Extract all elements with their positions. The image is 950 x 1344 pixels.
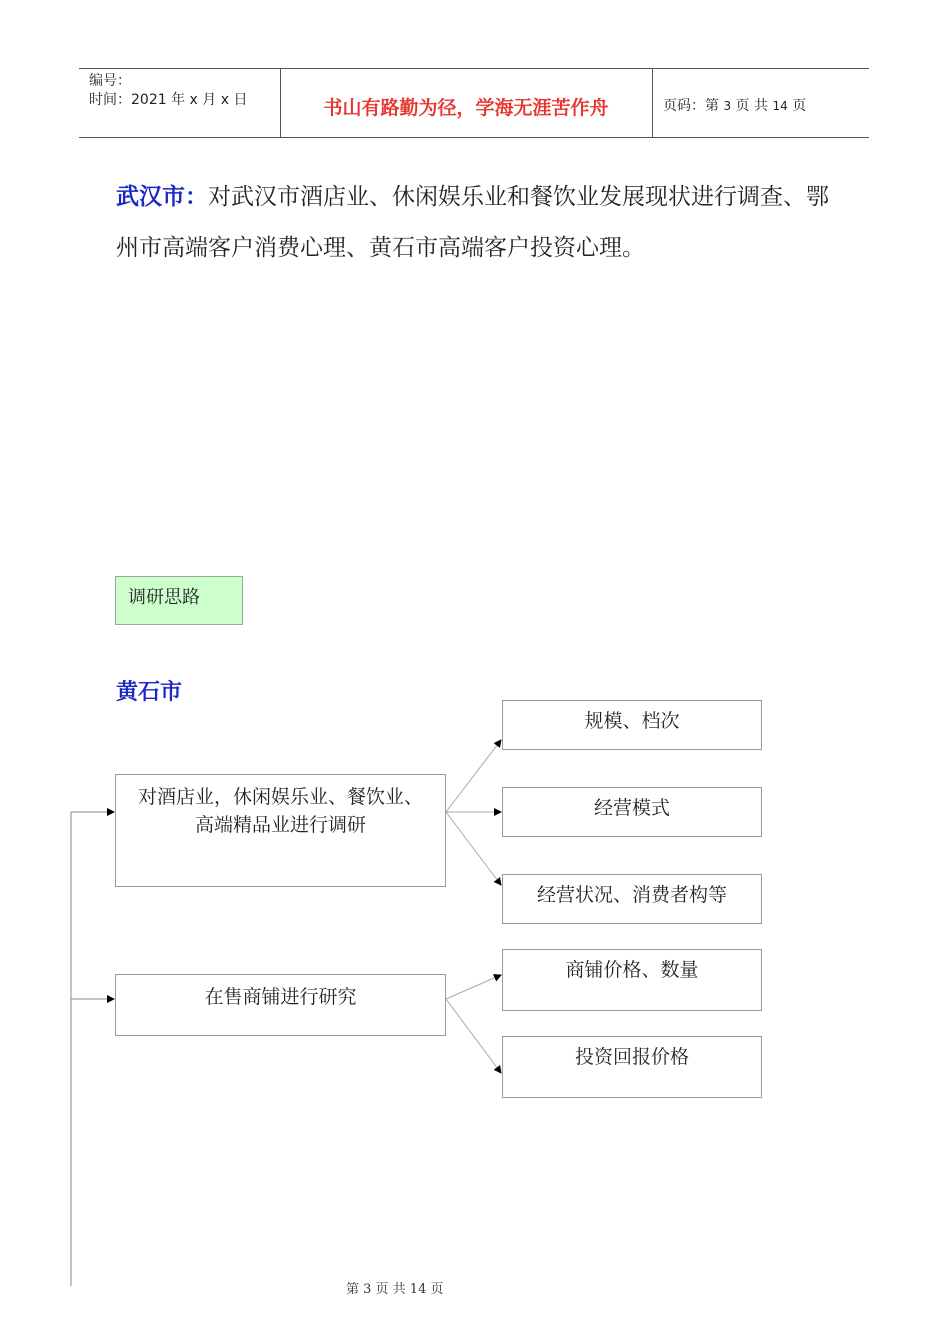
- arrow-to-sub-1: [446, 740, 501, 812]
- sub-box-investment-return: 投资回报价格: [502, 1036, 762, 1098]
- pager-prefix: 页码：第: [663, 98, 719, 114]
- page-footer: 第 3 页 共 14 页: [346, 1282, 444, 1297]
- arrow-to-sub-4: [446, 975, 501, 999]
- number-label: 编号：: [89, 73, 131, 89]
- intro-text: 对武汉市酒店业、休闲娱乐业和餐饮业发展现状进行调查、鄂州市高端客户消费心理、黄石市高端客户投资心理。: [116, 184, 829, 261]
- research-label-box: 调研思路: [115, 576, 243, 625]
- arrow-to-sub-3: [446, 812, 501, 885]
- arrow-to-sub-5: [446, 999, 501, 1073]
- section-title: 黄石市: [116, 680, 183, 705]
- sub-box-business-model: 经营模式: [502, 787, 762, 837]
- sub-box-shop-price: 商铺价格、数量: [502, 949, 762, 1011]
- motto: 书山有路勤为径，学海无涯苦作舟: [323, 97, 609, 119]
- sub-box-operation-status: 经营状况、消费者构等: [502, 874, 762, 924]
- intro-city: 武汉市：: [116, 184, 208, 210]
- pager-mid: 页 共: [735, 98, 768, 114]
- sub-box-scale: 规模、档次: [502, 700, 762, 750]
- pager-suffix: 页: [792, 98, 807, 114]
- pager-current: 3: [723, 99, 732, 113]
- time-label: 时间：2021 年 x 月 x 日: [89, 92, 248, 108]
- main-box-shops: 在售商铺进行研究: [115, 974, 446, 1036]
- main-box-hospitality: 对酒店业，休闲娱乐业、餐饮业、高端精品业进行调研: [115, 774, 446, 887]
- pager-total: 14: [772, 99, 788, 113]
